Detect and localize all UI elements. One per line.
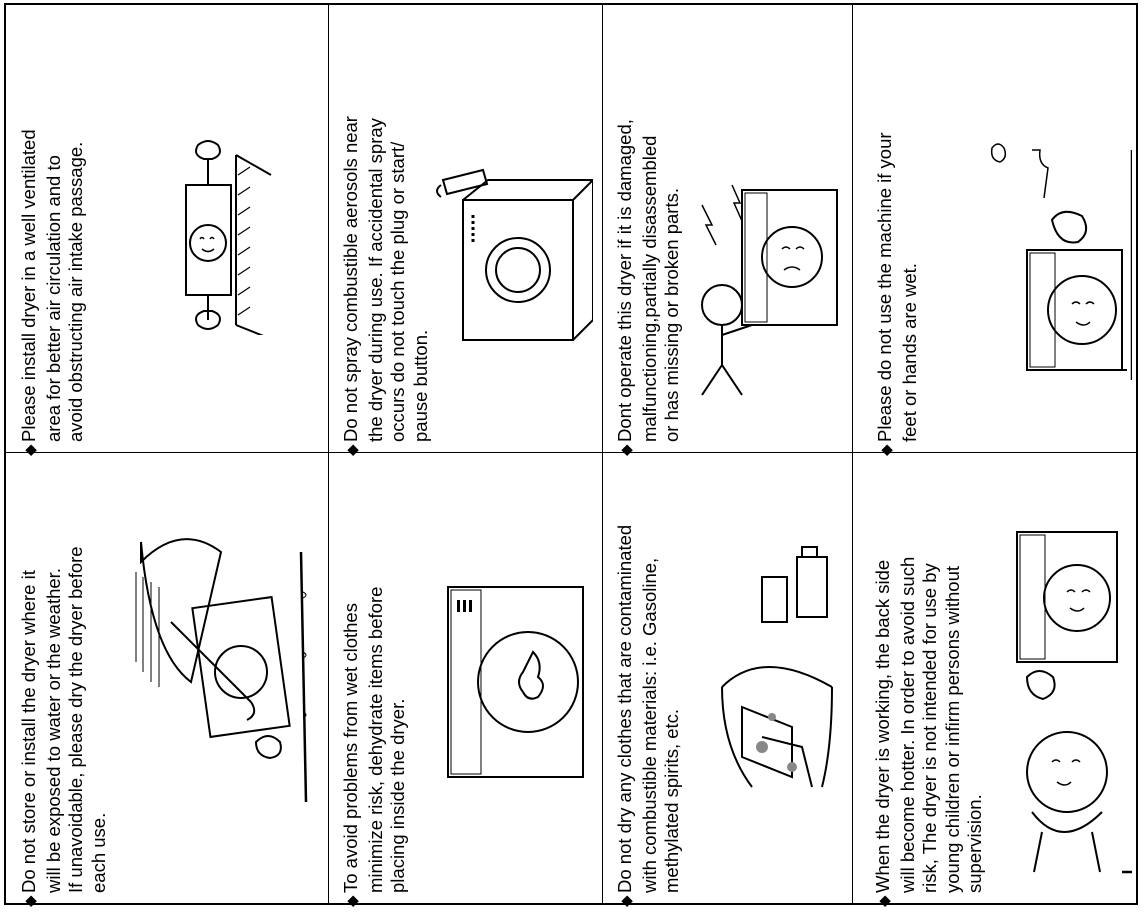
instruction-line: supervision. (964, 794, 985, 893)
instruction-line: risk, The dryer is not intended for use by (919, 563, 940, 893)
instruction-text (18, 546, 110, 893)
instruction-line: will become hotter. In order to avoid such (896, 556, 918, 893)
instruction-line: methylated spirits, etc. (661, 708, 682, 893)
instruction-line: placing inside the dryer. (387, 698, 408, 893)
dryer-wall-hands-illustration (176, 135, 316, 335)
instruction-cell-aerosol (328, 5, 602, 452)
instruction-cell-combustible (602, 452, 852, 903)
instruction-line: ◆ To avoid problems from wet clothes (340, 587, 365, 893)
instruction-text (872, 557, 987, 893)
instruction-line: the dryer during use. If accidental spray (364, 118, 386, 442)
dryer-aerosol-spray-illustration (433, 160, 593, 360)
instruction-cell-ventilation (6, 5, 328, 452)
dryer-wet-hands-illustration (972, 130, 1132, 380)
instruction-cell-wet-hands (852, 5, 1136, 452)
instruction-text (614, 525, 684, 893)
instruction-line: with combustible materials: i.e. Gasoline, (638, 557, 660, 893)
instruction-line: avoid obstructing air intake passage. (65, 141, 86, 442)
instruction-line: ◆ Do not dry any clothes that are contaminated (614, 525, 639, 893)
dryer-wet-clothes-illustration (443, 582, 588, 782)
instruction-cell-damaged (602, 5, 852, 452)
dryer-child-illustration (972, 492, 1132, 892)
broken-dryer-person-illustration (682, 175, 842, 405)
contaminated-clothes-gasoline-illustration (702, 537, 847, 797)
instruction-cell-children (852, 452, 1136, 903)
instruction-line: will be exposed to water or the weather. (42, 568, 64, 893)
instruction-line: ◆ When the dryer is working, the back side (872, 557, 897, 893)
instruction-text (874, 132, 921, 442)
safety-instructions-sheet (4, 3, 1138, 905)
instruction-text (614, 119, 684, 442)
instruction-text (340, 116, 432, 442)
instruction-cell-wet-clothes (328, 452, 602, 903)
instruction-line: malfunctioning,partially disassembled (638, 135, 660, 442)
instruction-text (340, 587, 410, 893)
instruction-line: pause button. (409, 329, 431, 442)
dryer-umbrella-rain-illustration (131, 532, 321, 812)
instruction-line: young children or infirm persons without (941, 566, 963, 893)
instruction-line: or has missing or broken parts. (661, 188, 682, 442)
instruction-line: ◆ Do not spray combustible aerosols near (340, 116, 365, 442)
instruction-line: ◆ Do not store or install the dryer where it (18, 546, 43, 893)
instruction-line: ◆ Please install dryer in a well ventilated (18, 129, 43, 442)
instruction-line: minimize risk, dehydrate items before (364, 586, 386, 893)
instruction-line: ◆ Dont operate this dryer if it is damaged, (614, 119, 639, 442)
instruction-line: If unavoidable, please dry the dryer before (65, 546, 86, 893)
instruction-line: each use. (87, 812, 109, 893)
instruction-cell-water (6, 452, 328, 903)
instruction-text (18, 129, 88, 442)
instruction-line: area for better air circulation and to (42, 155, 64, 442)
instruction-line: ◆ Please do not use the machine if your (874, 132, 899, 442)
instruction-line: feet or hands are wet. (898, 263, 920, 442)
instruction-line: occurs do not touch the plug or start/ (387, 141, 408, 442)
